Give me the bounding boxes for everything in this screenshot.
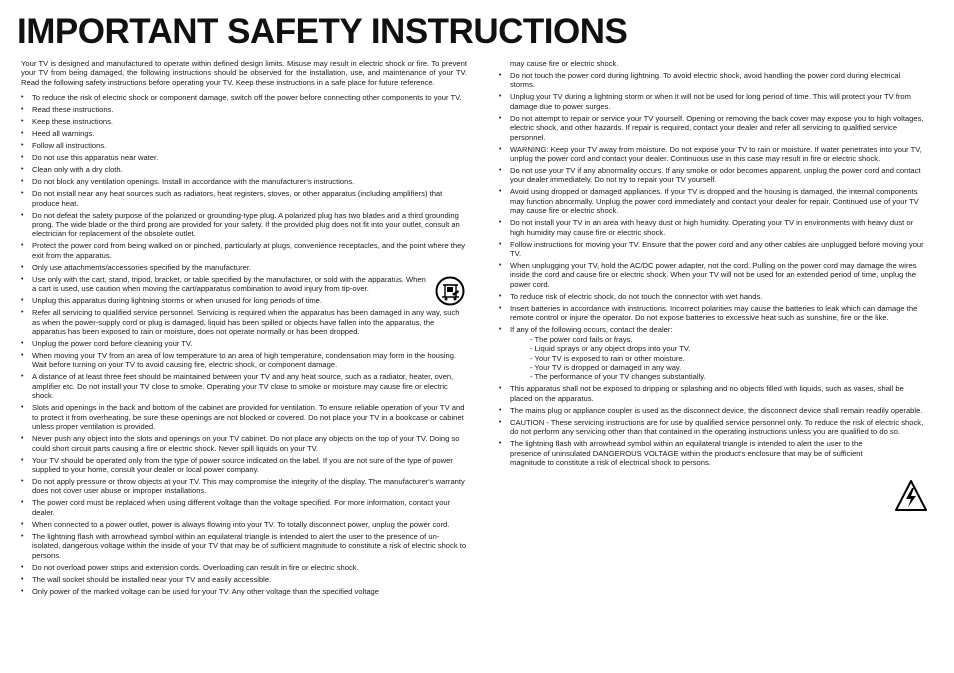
list-item-text: If any of the following occurs, contact the dealer: bbox=[510, 325, 673, 335]
sub-list-item: - Your TV is dropped or damaged in any way. bbox=[530, 362, 682, 372]
list-item-text: Use only with the cart, stand, tripod, bracket, or table specified by the manufacturer, or sold with the apparatus. When a cart is used, use caution when moving the cart/apparatus combination to avoid injury from tip-over. bbox=[32, 274, 426, 294]
list-item: • Only power of the marked voltage can be used for your TV. Any other voltage than the specified voltage bbox=[21, 587, 467, 596]
list-item: • Keep these instructions. bbox=[21, 117, 467, 126]
list-item: • Do not block any ventilation openings. Install in accordance with the manufacturer's instructions. bbox=[21, 177, 467, 186]
list-item: • The power cord must be replaced when using different voltage than the voltage specified. For more information, contact your dealer. bbox=[21, 498, 467, 517]
list-item: • The lightning flash with arrowhead symbol within an equilateral triangle is intended to alert the user to the presence of uninsulated DANGEROUS VOLTAGE within the product's enclosure that may be of sufficient magnitude to constitute a risk of electrical shock to persons. bbox=[499, 439, 926, 467]
list-item: • When moving your TV from an area of low temperature to an area of high temperature, condensation may form in the housing. Wait before turning on your TV to avoid causing fire, electric shock, or component damage. bbox=[21, 351, 467, 370]
left-column bbox=[21, 59, 467, 599]
page-title: IMPORTANT SAFETY INSTRUCTIONS bbox=[17, 12, 628, 51]
list-item: • Read these instructions. bbox=[21, 105, 467, 114]
lightning-bolt-warning-icon bbox=[894, 479, 928, 513]
list-item: • Only use attachments/accessories specified by the manufacturer. bbox=[21, 263, 467, 272]
sub-list-item: - Liquid sprays or any object drops into your TV. bbox=[530, 344, 691, 354]
list-item: • Slots and openings in the back and bottom of the cabinet are provided for ventilation. To ensure reliable operation of your TV and to protect it from overheating, be sure these openings are not blocked or covered. Do not place your TV in a bookcase or cabinet unless proper ventilation is provided. bbox=[21, 403, 467, 431]
list-item: • A distance of at least three feet should be maintained between your TV and any heat source, such as a radiator, heater, oven, amplifier etc. Do not install your TV close to smoke. Operating your TV close to smoke or moisture may cause fire or electric shock. bbox=[21, 372, 467, 400]
list-item: • The lightning flash with arrowhead symbol within an equilateral triangle is intended to alert the user to the presence of un-isolated, dangerous voltage within the inside of your TV that may be of sufficient magnitude to constitute a risk of electric shock to persons. bbox=[21, 532, 467, 560]
list-item-dealer bbox=[499, 325, 926, 381]
left-safety-list bbox=[21, 93, 467, 596]
right-column bbox=[499, 59, 926, 470]
list-item: • Do not use your TV if any abnormality occurs. If any smoke or odor becomes apparent, unplug the power cord and contact your dealer immediately. Do not try to repair your TV yourself. bbox=[499, 166, 926, 185]
list-item: • Follow instructions for moving your TV. Ensure that the power cord and any other cables are unplugged before moving your TV. bbox=[499, 240, 926, 259]
list-item: • The mains plug or appliance coupler is used as the disconnect device, the disconnect device shall remain readily operable. bbox=[499, 406, 926, 415]
list-item: • When connected to a power outlet, power is always flowing into your TV. To totally disconnect power, unplug the power cord. bbox=[21, 520, 467, 529]
list-item: • Do not overload power strips and extension cords. Overloading can result in fire or electric shock. bbox=[21, 563, 467, 572]
list-item: • Avoid using dropped or damaged appliances. If your TV is dropped and the housing is damaged, the internal components may function abnormally. Unplug the power cord immediately and contact your dealer for repair. Continued use of your TV may cause fire or electric shock. bbox=[499, 187, 926, 215]
intro-paragraph: Your TV is designed and manufactured to operate within defined design limits. Misuse may result in electric shock or fire. To prevent your TV from being damaged, the following instructions should be observed for the installation, use, and maintenance of your TV. Read the following safety instructions before operating your TV. Keep these instructions in a safe place for future reference. bbox=[21, 59, 467, 87]
list-item: • Do not install your TV in an area with heavy dust or high humidity. Operating your TV in environments with heavy dust or high humidity may cause fire or electric shock. bbox=[499, 218, 926, 237]
list-item: • Do not touch the power cord during lightning. To avoid electric shock, avoid handling the power cord during electrical storms. bbox=[499, 71, 926, 90]
list-item: • Heed all warnings. bbox=[21, 129, 467, 138]
list-item: • Do not install near any heat sources such as radiators, heat registers, stoves, or other apparatus (including amplifiers) that produce heat. bbox=[21, 189, 467, 208]
list-item: • Do not apply pressure or throw objects at your TV. This may compromise the integrity of the display. The manufacturer's warranty does not cover user abuse or improper installations. bbox=[21, 477, 467, 496]
sub-list-item: - The power cord fails or frays. bbox=[530, 334, 633, 344]
list-item: • Unplug the power cord before cleaning your TV. bbox=[21, 339, 467, 348]
dealer-conditions-list bbox=[510, 335, 926, 382]
right-safety-list bbox=[499, 59, 926, 467]
list-item: • The wall socket should be installed near your TV and easily accessible. bbox=[21, 575, 467, 584]
list-item: • WARNING: Keep your TV away from moisture. Do not expose your TV to rain or moisture. If water penetrates into your TV, unplug the power cord and contact your dealer. Continuous use in this case may result in fire or electric shock. bbox=[499, 145, 926, 164]
list-item: • Never push any object into the slots and openings on your TV cabinet. Do not place any objects on the top of your TV. Doing so could short circuit parts causing a fire or electric shock. Never spill liquids on your TV. bbox=[21, 434, 467, 453]
list-item-continuation: may cause fire or electric shock. bbox=[510, 59, 619, 68]
list-item: • Your TV should be operated only from the type of power source indicated on the label. If you are not sure of the type of power supplied to your home, consult your dealer or local power company. bbox=[21, 456, 467, 475]
list-item-cart bbox=[21, 275, 467, 294]
sub-list-item: - Your TV is exposed to rain or other moisture. bbox=[530, 353, 685, 363]
list-item: • Unplug your TV during a lightning storm or when it will not be used for long period of time. This will protect your TV from damage due to power surges. bbox=[499, 92, 926, 111]
list-item: • To reduce the risk of electric shock or component damage, switch off the power before connecting other components to your TV. bbox=[21, 93, 467, 102]
list-item: • Unplug this apparatus during lightning storms or when unused for long periods of time. bbox=[21, 296, 467, 305]
list-item: • Follow all instructions. bbox=[21, 141, 467, 150]
list-item: • Do not attempt to repair or service your TV yourself. Opening or removing the back cover may expose you to high voltages, electric shock, and other hazards. If repair is required, contact your dealer and refer all servicing to qualified service personnel. bbox=[499, 114, 926, 142]
list-item: • Clean only with a dry cloth. bbox=[21, 165, 467, 174]
list-item: • This apparatus shall not be exposed to dripping or splashing and no objects filled with liquids, such as vases, shall be placed on the apparatus. bbox=[499, 384, 926, 403]
list-item: • CAUTION - These servicing instructions are for use by qualified service personnel only. To reduce the risk of electric shock, do not perform any servicing other than that contained in the operating instructions unless you are qualified to do so. bbox=[499, 418, 926, 437]
list-item: • To reduce risk of electric shock, do not touch the connector with wet hands. bbox=[499, 292, 926, 301]
list-item: • Refer all servicing to qualified service personnel. Servicing is required when the apparatus has been damaged in any way, such as when the power-supply cord or plug is damaged, liquid has been spilled or objects have fallen into the apparatus, the apparatus has been exposed to rain or moisture, does not operate normally or has been dropped. bbox=[21, 308, 467, 336]
sub-list-item: - The performance of your TV changes substantially. bbox=[530, 372, 706, 382]
list-item: • Do not use this apparatus near water. bbox=[21, 153, 467, 162]
list-item: • Insert batteries in accordance with instructions. Incorrect polarities may cause the batteries to leak which can damage the remote control or injure the operator. Do not expose batteries to excessive heat such as sunshine, fire or the like. bbox=[499, 304, 926, 323]
list-item: • Protect the power cord from being walked on or pinched, particularly at plugs, convenience receptacles, and the point where they exit from the apparatus. bbox=[21, 241, 467, 260]
list-item: • Do not defeat the safety purpose of the polarized or grounding-type plug. A polarized plug has two blades and a third grounding prong. The wide blade or the third prong are provided for your safety. If the provided plug does not fit into your outlet, consult an electrician for replacement of the obsolete outlet. bbox=[21, 211, 467, 239]
list-item: • When unplugging your TV, hold the AC/DC power adapter, not the cord. Pulling on the power cord may damage the wires inside the cord and cause fire or electric shock. When your TV will not be used for an extended period of time, unplug the power cord. bbox=[499, 261, 926, 289]
